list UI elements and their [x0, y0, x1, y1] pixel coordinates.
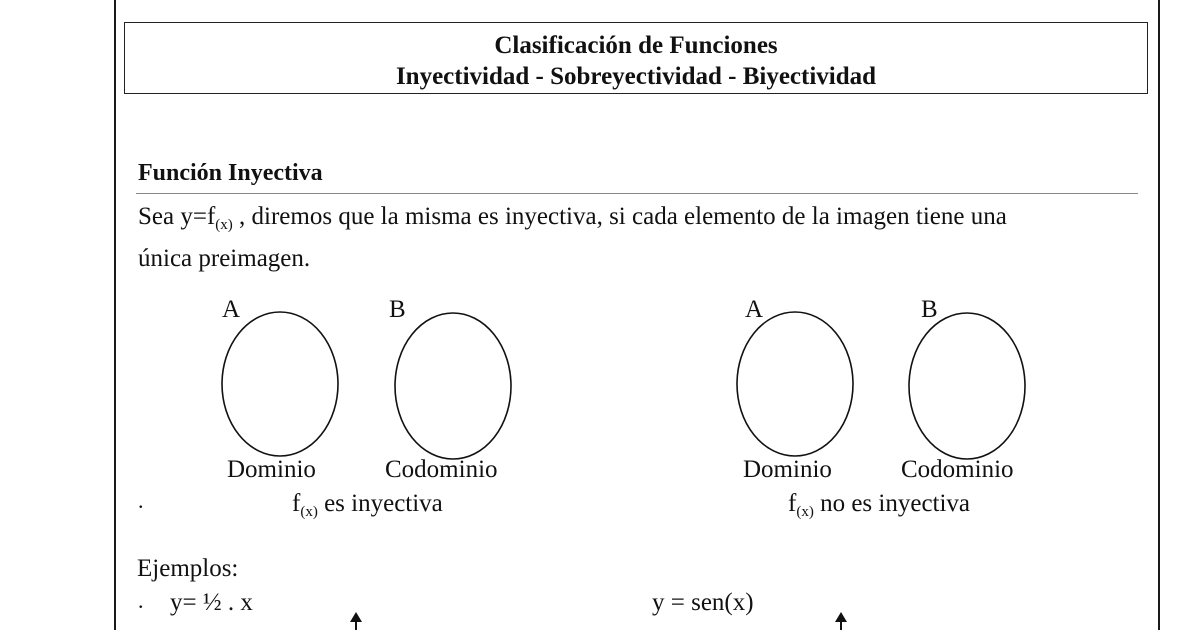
example2-formula: y = sen(x) — [652, 589, 754, 616]
diagram1-caption-text: es inyectiva — [317, 490, 443, 517]
diagram1-caption-subscript: (x) — [300, 504, 318, 520]
diagram1-domain-ellipse — [222, 312, 338, 456]
definition-subscript: (x) — [215, 217, 233, 233]
definition-line-2: única preimagen. — [138, 245, 311, 272]
diagram1-caption-f: f — [292, 490, 301, 517]
examples-heading: Ejemplos: — [137, 555, 239, 582]
diagram2-label-a: A — [745, 296, 764, 323]
diagram2-domain-label: Dominio — [743, 456, 832, 483]
diagram2-caption-subscript: (x) — [796, 504, 814, 520]
example1-formula: y= ½ . x — [170, 589, 253, 616]
diagram2-codomain-label: Codominio — [901, 456, 1014, 483]
diagram2-codomain-ellipse — [909, 313, 1025, 459]
example1-axis-arrow — [355, 620, 357, 630]
diagram2-caption — [788, 490, 970, 521]
document-title: Clasificación de Funciones — [494, 32, 778, 59]
example1-bullet: . — [138, 588, 144, 613]
diagram1-label-a: A — [222, 296, 241, 323]
section-heading: Función Inyectiva — [138, 160, 323, 186]
diagram1-domain-label: Dominio — [227, 456, 316, 483]
diagram1-label-b: B — [389, 296, 406, 323]
diagram2-caption-text: no es inyectiva — [813, 490, 971, 517]
diagram2-label-b: B — [921, 296, 938, 323]
definition-text-rest: , diremos que la misma es inyectiva, si cada elemento de la imagen tiene una — [232, 203, 1007, 230]
diagram1-codomain-label: Codominio — [385, 456, 498, 483]
diagram2-caption-f: f — [788, 490, 797, 517]
document-subtitle: Inyectividad - Sobreyectividad - Biyectividad — [395, 63, 877, 90]
stray-mark: . — [138, 488, 144, 513]
diagram1-codomain-ellipse — [395, 313, 511, 459]
example2-axis-arrow — [840, 620, 842, 630]
diagram2-domain-ellipse — [737, 312, 853, 456]
diagram1-caption — [292, 490, 443, 521]
definition-text-start: Sea y=f — [138, 203, 216, 230]
